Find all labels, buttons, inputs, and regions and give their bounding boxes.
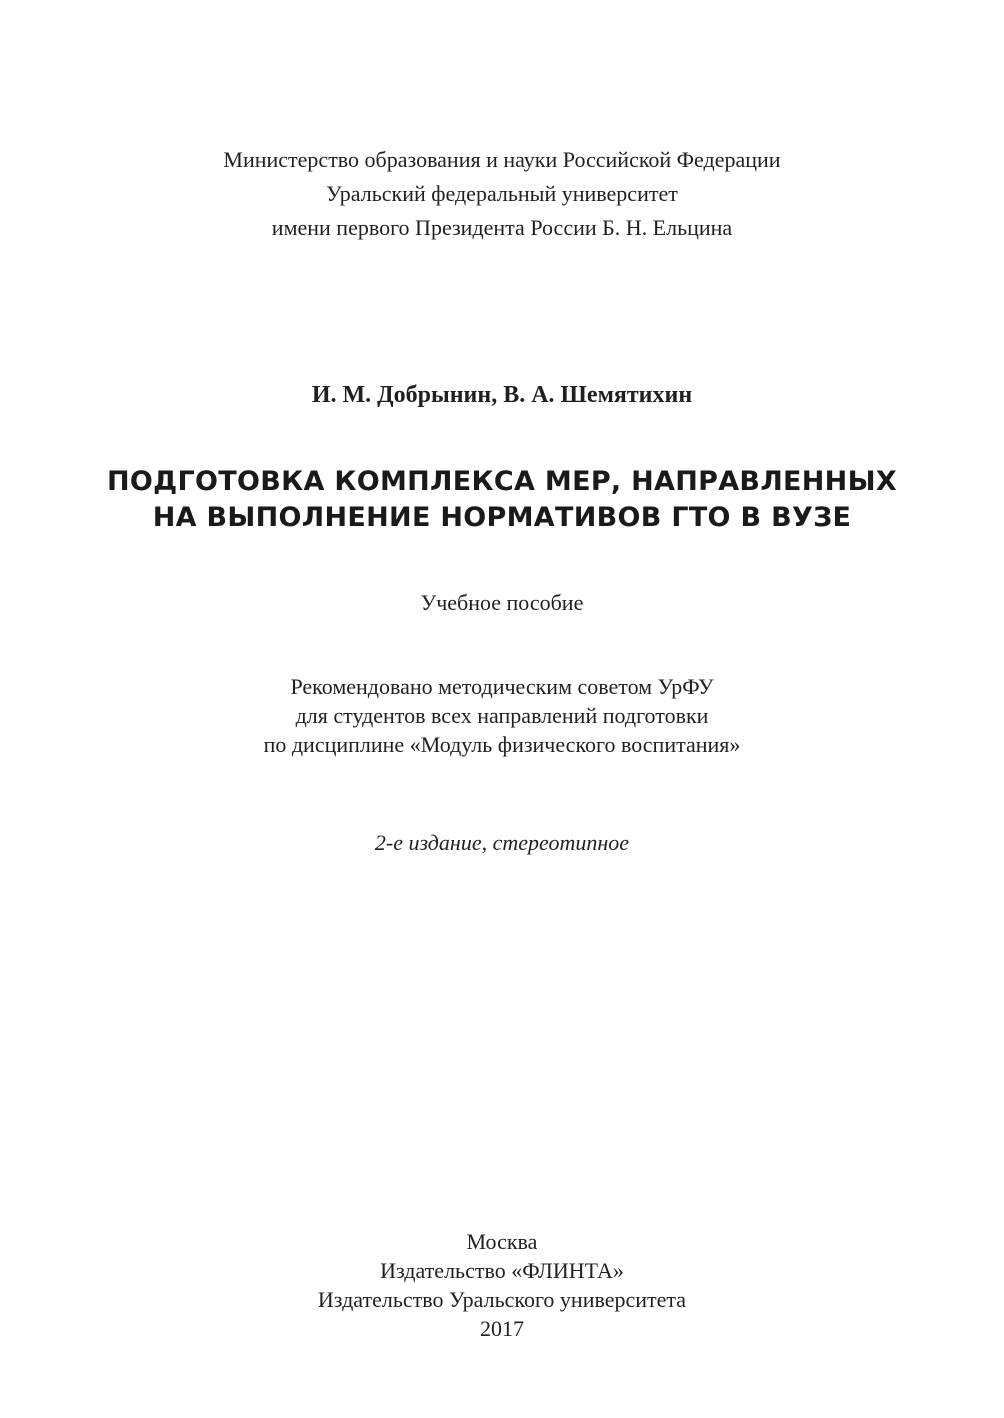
university-name: Уральский федеральный университет	[326, 181, 678, 206]
organization-header	[0, 143, 1004, 245]
imprint-city: Москва	[466, 1229, 538, 1254]
book-title	[0, 464, 1004, 536]
recommendation-line-1: Рекомендовано методическим советом УрФУ	[290, 674, 714, 699]
imprint-publisher-1: Издательство «ФЛИНТА»	[380, 1258, 624, 1283]
publication-type	[0, 588, 1004, 618]
recommendation	[0, 672, 1004, 759]
edition	[0, 828, 1004, 858]
author-names: И. М. Добрынин, В. А. Шемятихин	[311, 382, 693, 408]
title-line-1: ПОДГОТОВКА КОМПЛЕКСА МЕР, НАПРАВЛЕННЫХ	[107, 466, 897, 497]
edition-label: 2-е издание, стереотипное	[374, 830, 630, 855]
university-name-continued: имени первого Президента России Б. Н. Ельцина	[271, 215, 733, 240]
authors	[0, 378, 1004, 412]
imprint	[0, 1227, 1004, 1343]
publication-type-label: Учебное пособие	[420, 590, 584, 615]
recommendation-line-3: по дисциплине «Модуль физического воспитания»	[263, 732, 741, 757]
title-line-2: НА ВЫПОЛНЕНИЕ НОРМАТИВОВ ГТО В ВУЗЕ	[152, 502, 852, 533]
recommendation-line-2: для студентов всех направлений подготовки	[295, 703, 709, 728]
imprint-publisher-2: Издательство Уральского университета	[317, 1287, 687, 1312]
imprint-year: 2017	[480, 1316, 524, 1341]
ministry-name: Министерство образования и науки Российской Федерации	[223, 147, 781, 172]
